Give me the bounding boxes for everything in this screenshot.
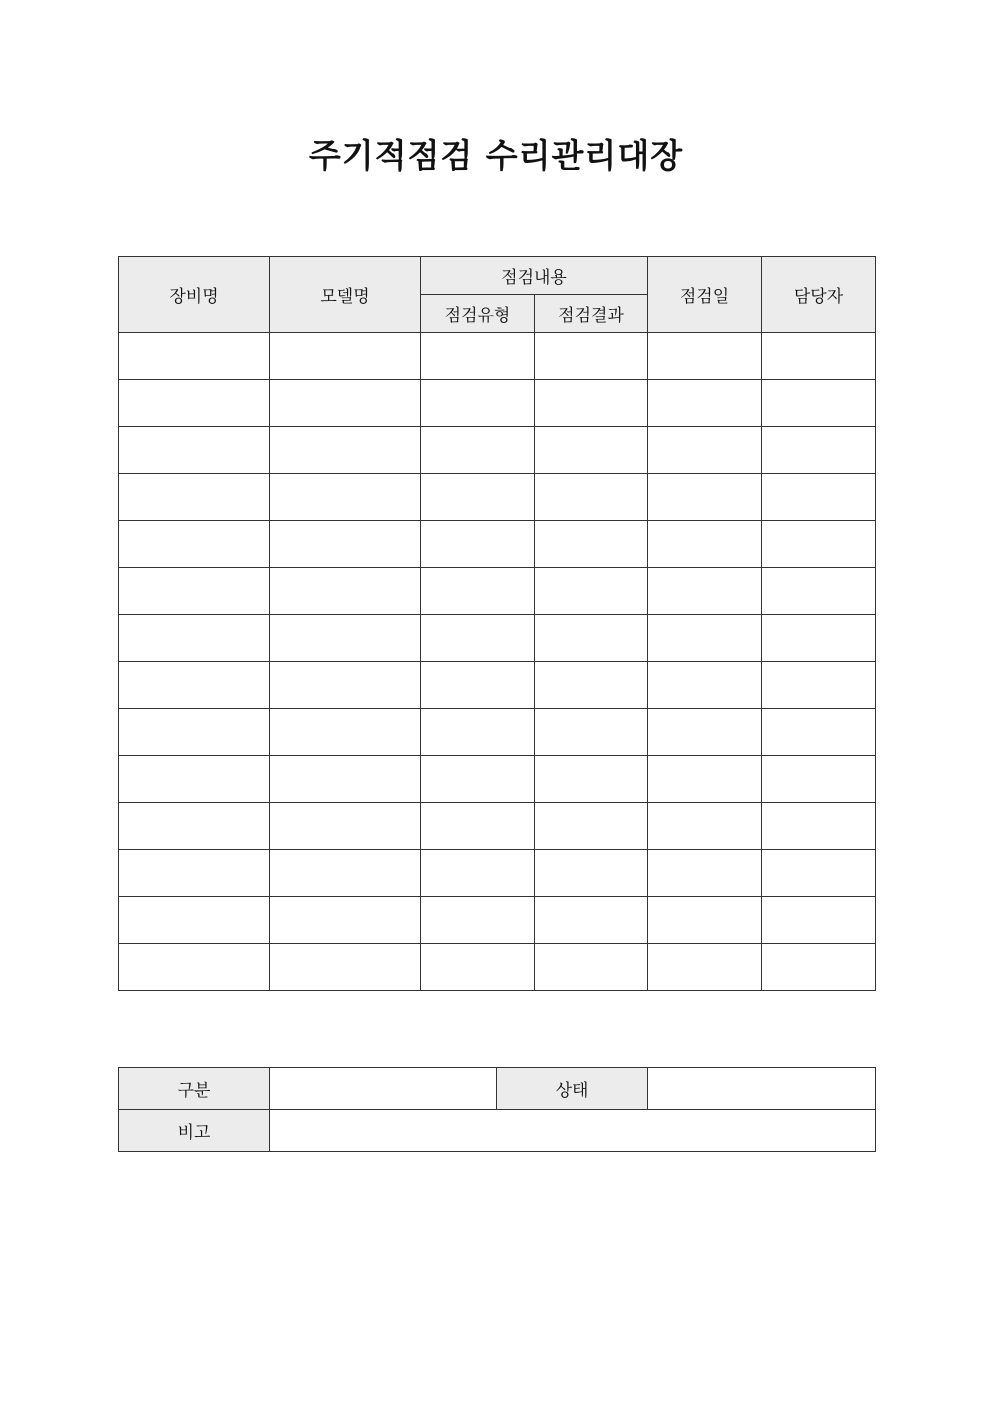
table-row <box>119 427 876 474</box>
cell-inspection-date[interactable] <box>648 568 762 615</box>
table-row <box>119 662 876 709</box>
cell-inspection-type[interactable] <box>421 897 535 944</box>
table-body <box>119 333 876 991</box>
cell-inspection-type[interactable] <box>421 474 535 521</box>
cell-equipment-name[interactable] <box>119 427 270 474</box>
cell-person-in-charge[interactable] <box>762 803 876 850</box>
header-person-in-charge: 담당자 <box>762 257 876 333</box>
cell-inspection-type[interactable] <box>421 568 535 615</box>
cell-inspection-result[interactable] <box>535 662 648 709</box>
cell-inspection-result[interactable] <box>535 427 648 474</box>
cell-inspection-type[interactable] <box>421 756 535 803</box>
cell-inspection-result[interactable] <box>535 568 648 615</box>
cell-inspection-type[interactable] <box>421 803 535 850</box>
remarks-label: 비고 <box>119 1110 270 1152</box>
cell-equipment-name[interactable] <box>119 568 270 615</box>
cell-model-name[interactable] <box>270 427 421 474</box>
cell-inspection-type[interactable] <box>421 850 535 897</box>
cell-model-name[interactable] <box>270 662 421 709</box>
cell-inspection-date[interactable] <box>648 615 762 662</box>
cell-inspection-date[interactable] <box>648 756 762 803</box>
cell-equipment-name[interactable] <box>119 897 270 944</box>
cell-equipment-name[interactable] <box>119 615 270 662</box>
cell-model-name[interactable] <box>270 850 421 897</box>
cell-equipment-name[interactable] <box>119 333 270 380</box>
table-row <box>119 944 876 991</box>
cell-inspection-result[interactable] <box>535 897 648 944</box>
cell-inspection-date[interactable] <box>648 850 762 897</box>
cell-person-in-charge[interactable] <box>762 756 876 803</box>
cell-inspection-result[interactable] <box>535 756 648 803</box>
cell-inspection-result[interactable] <box>535 380 648 427</box>
header-inspection-content: 점검내용 <box>421 257 648 295</box>
table-row <box>119 521 876 568</box>
cell-person-in-charge[interactable] <box>762 944 876 991</box>
cell-person-in-charge[interactable] <box>762 568 876 615</box>
cell-inspection-type[interactable] <box>421 709 535 756</box>
cell-inspection-date[interactable] <box>648 474 762 521</box>
cell-inspection-result[interactable] <box>535 944 648 991</box>
table-row <box>119 380 876 427</box>
cell-person-in-charge[interactable] <box>762 380 876 427</box>
cell-inspection-result[interactable] <box>535 850 648 897</box>
cell-inspection-type[interactable] <box>421 380 535 427</box>
cell-equipment-name[interactable] <box>119 803 270 850</box>
table-row <box>119 756 876 803</box>
cell-model-name[interactable] <box>270 897 421 944</box>
cell-equipment-name[interactable] <box>119 474 270 521</box>
cell-person-in-charge[interactable] <box>762 427 876 474</box>
header-inspection-result: 점검결과 <box>535 295 648 333</box>
cell-model-name[interactable] <box>270 944 421 991</box>
cell-inspection-type[interactable] <box>421 944 535 991</box>
status-label: 상태 <box>497 1068 648 1110</box>
cell-inspection-date[interactable] <box>648 662 762 709</box>
cell-inspection-date[interactable] <box>648 333 762 380</box>
inspection-log-table <box>118 256 876 991</box>
cell-person-in-charge[interactable] <box>762 850 876 897</box>
cell-model-name[interactable] <box>270 521 421 568</box>
cell-inspection-type[interactable] <box>421 333 535 380</box>
header-inspection-type: 점검유형 <box>421 295 535 333</box>
cell-equipment-name[interactable] <box>119 850 270 897</box>
cell-inspection-result[interactable] <box>535 474 648 521</box>
table-row <box>119 897 876 944</box>
cell-person-in-charge[interactable] <box>762 709 876 756</box>
header-inspection-date: 점검일 <box>648 257 762 333</box>
cell-inspection-type[interactable] <box>421 615 535 662</box>
summary-row-remarks <box>119 1110 876 1152</box>
status-value-cell[interactable] <box>648 1068 876 1110</box>
cell-person-in-charge[interactable] <box>762 615 876 662</box>
cell-model-name[interactable] <box>270 615 421 662</box>
cell-model-name[interactable] <box>270 803 421 850</box>
cell-equipment-name[interactable] <box>119 521 270 568</box>
table-header-row <box>119 257 876 295</box>
cell-inspection-type[interactable] <box>421 427 535 474</box>
cell-person-in-charge[interactable] <box>762 897 876 944</box>
cell-inspection-result[interactable] <box>535 615 648 662</box>
table-row <box>119 568 876 615</box>
table-row <box>119 474 876 521</box>
cell-inspection-date[interactable] <box>648 897 762 944</box>
cell-equipment-name[interactable] <box>119 944 270 991</box>
cell-equipment-name[interactable] <box>119 380 270 427</box>
header-equipment-name: 장비명 <box>119 257 270 333</box>
cell-inspection-date[interactable] <box>648 521 762 568</box>
table-row <box>119 709 876 756</box>
cell-model-name[interactable] <box>270 568 421 615</box>
table-row <box>119 333 876 380</box>
cell-model-name[interactable] <box>270 709 421 756</box>
cell-equipment-name[interactable] <box>119 709 270 756</box>
cell-person-in-charge[interactable] <box>762 662 876 709</box>
cell-inspection-result[interactable] <box>535 803 648 850</box>
cell-model-name[interactable] <box>270 474 421 521</box>
cell-person-in-charge[interactable] <box>762 521 876 568</box>
cell-inspection-date[interactable] <box>648 803 762 850</box>
remarks-value-cell[interactable] <box>270 1110 876 1152</box>
cell-equipment-name[interactable] <box>119 662 270 709</box>
cell-equipment-name[interactable] <box>119 756 270 803</box>
header-model-name: 모델명 <box>270 257 421 333</box>
table-row <box>119 615 876 662</box>
table-row <box>119 850 876 897</box>
cell-person-in-charge[interactable] <box>762 333 876 380</box>
document-title: 주기적점검 수리관리대장 <box>308 136 684 175</box>
cell-person-in-charge[interactable] <box>762 474 876 521</box>
cell-inspection-type[interactable] <box>421 521 535 568</box>
cell-inspection-type[interactable] <box>421 662 535 709</box>
summary-table <box>118 1067 876 1152</box>
cell-model-name[interactable] <box>270 756 421 803</box>
cell-inspection-date[interactable] <box>648 427 762 474</box>
cell-inspection-date[interactable] <box>648 380 762 427</box>
summary-row-category <box>119 1068 876 1110</box>
cell-inspection-result[interactable] <box>535 333 648 380</box>
cell-inspection-result[interactable] <box>535 709 648 756</box>
cell-inspection-result[interactable] <box>535 521 648 568</box>
category-value-cell[interactable] <box>270 1068 497 1110</box>
cell-model-name[interactable] <box>270 333 421 380</box>
cell-model-name[interactable] <box>270 380 421 427</box>
table-row <box>119 803 876 850</box>
category-label: 구분 <box>119 1068 270 1110</box>
cell-inspection-date[interactable] <box>648 944 762 991</box>
cell-inspection-date[interactable] <box>648 709 762 756</box>
